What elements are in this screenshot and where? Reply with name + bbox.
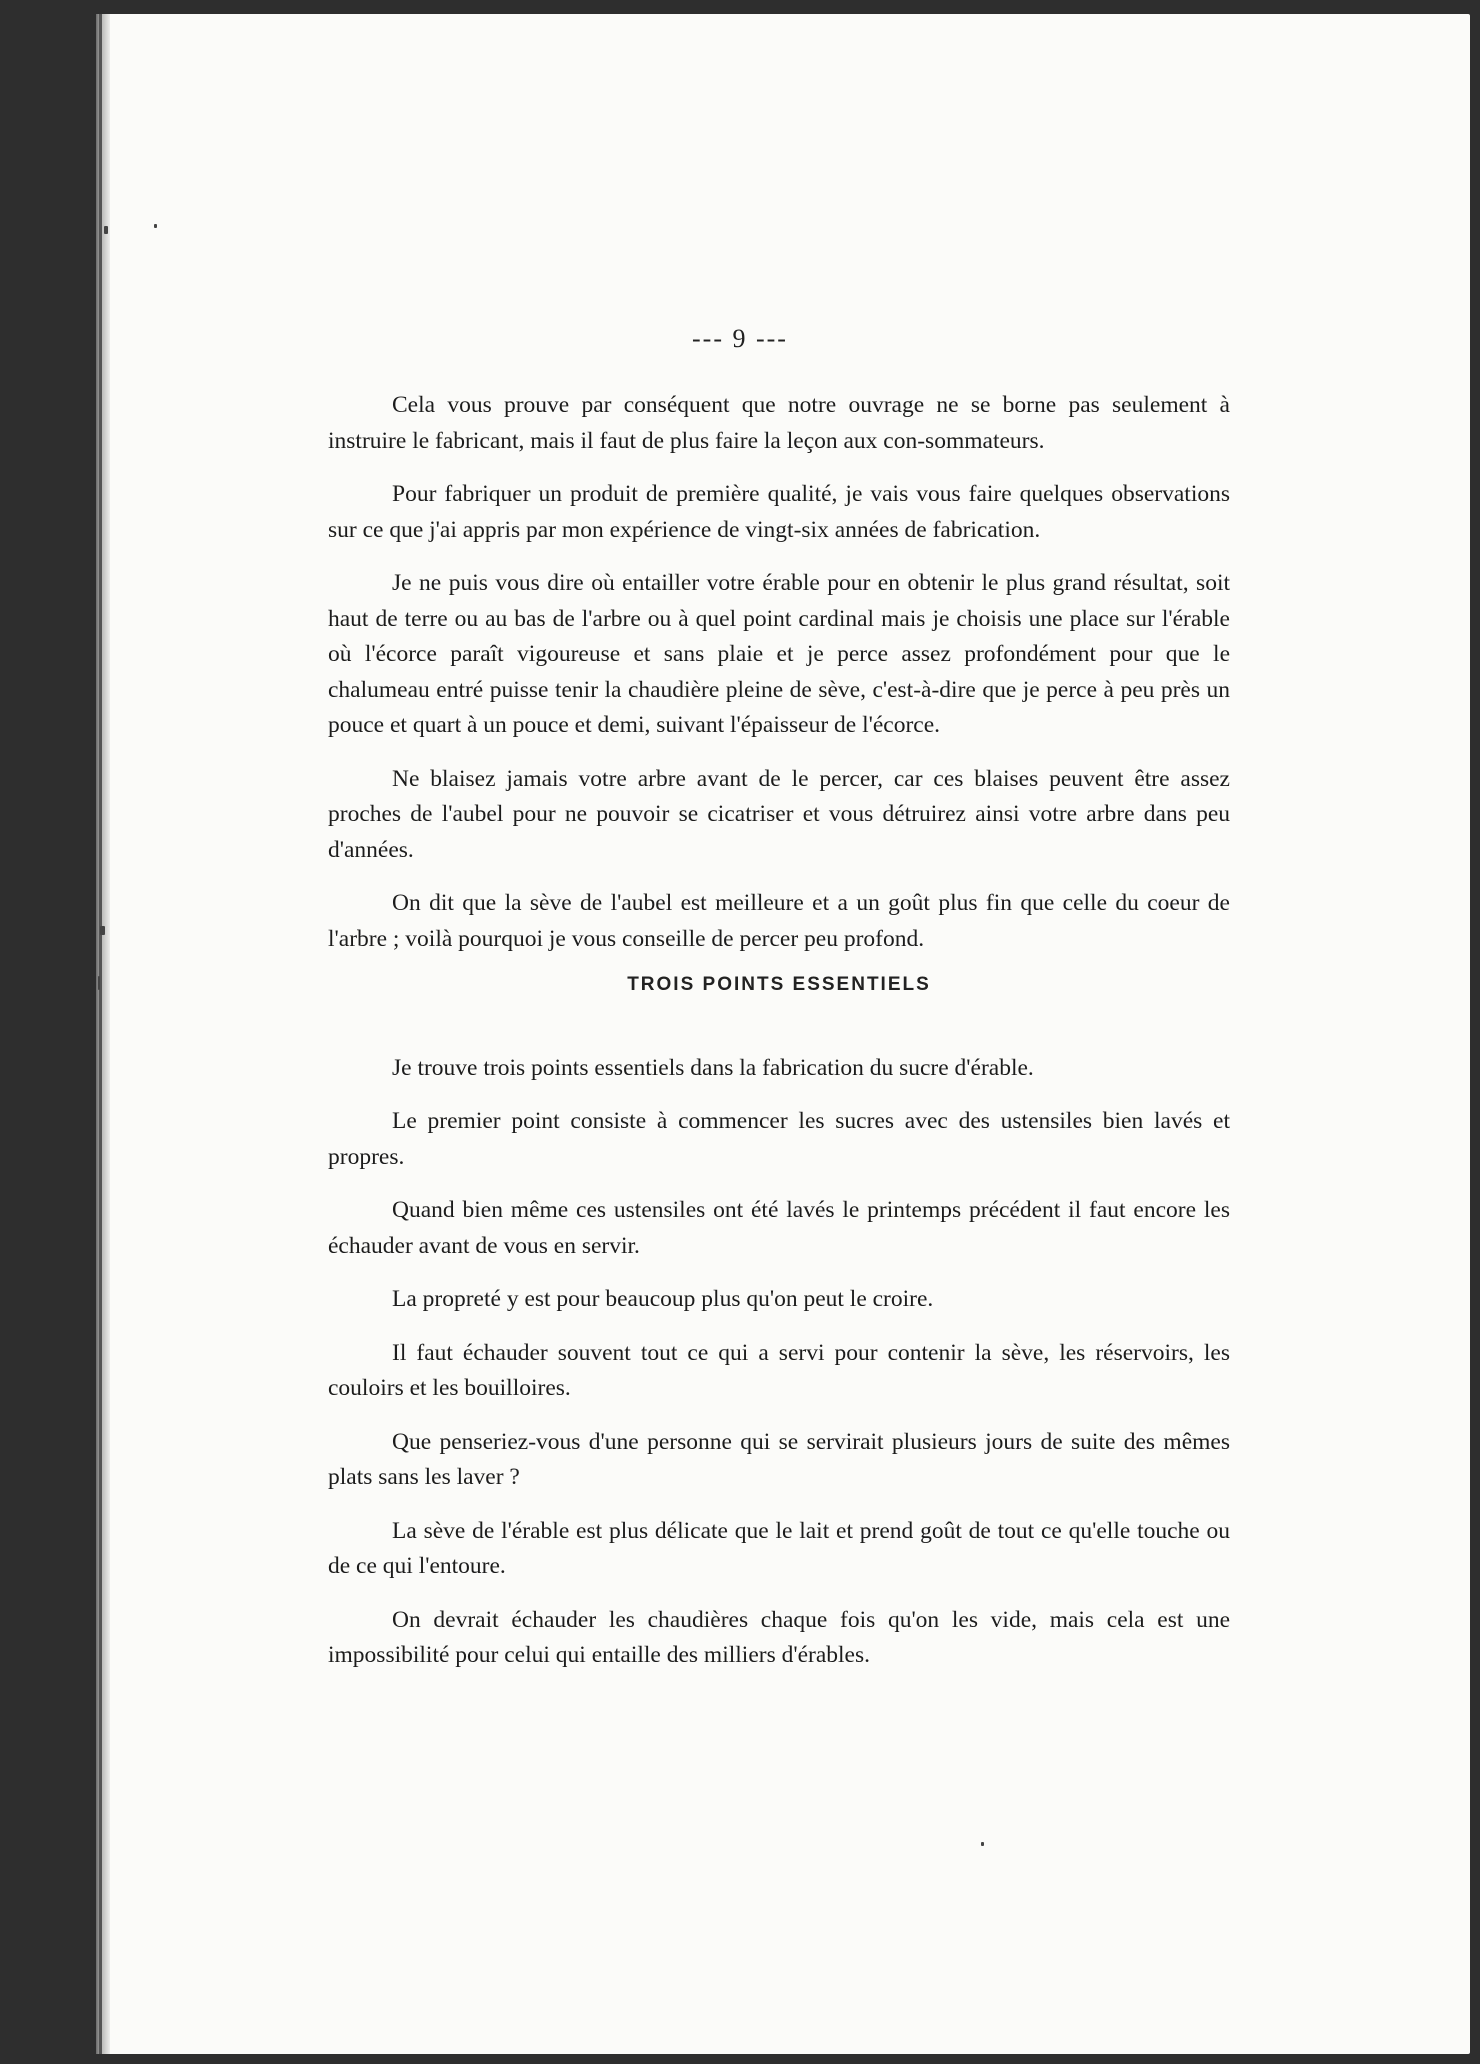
paragraph: Je trouve trois points essentiels dans la fabrication du sucre d'érable. [392,1054,1034,1081]
paragraph: On dit que la sève de l'aubel est meilleure et a un goût plus fin que celle du coeur de l'arbre ; voilà pourquoi je vous conseille de percer peu profond. [328,890,1230,952]
paragraph: On devrait échauder les chaudières chaque fois qu'on les vide, mais cela est une impossibilité pour celui qui entaille des milliers d'érables. [328,1606,1230,1668]
paragraph: Cela vous prouve par conséquent que notre ouvrage ne se borne pas seulement à instruire le fabricant, mais il faut de plus faire la leçon aux con-sommateurs. [328,392,1230,454]
scan-speck [104,226,108,234]
page-number: --- 9 --- [692,324,788,353]
paragraph: Je ne puis vous dire où entailler votre érable pour en obtenir le plus grand résultat, soit haut de terre ou au bas de l'arbre ou à quel point cardinal mais je choisis une place sur l'érable où l'écorce paraît vigoureuse et sans plaie et je perce assez profondément pour que le chalumeau entré puisse tenir la chaudière pleine de sève, c'est-à-dire que je perce à peu près un pouce et quart à un pouce et demi, suivant l'épaisseur de l'écorce. [328,570,1230,738]
scan-speck [100,926,105,935]
scan-speck [154,224,157,228]
paragraph: Ne blaisez jamais votre arbre avant de le percer, car ces blaises peuvent être assez proches de l'aubel pour ne pouvoir se cicatriser et vous détruirez ainsi votre arbre dans peu d'années. [328,765,1230,863]
binding-edge-line [99,14,102,2054]
body-text [328,388,1230,1692]
paragraph: Pour fabriquer un produit de première qualité, je vais vous faire quelques observations sur ce que j'ai appris par mon expérience de vingt-six années de fabrication. [328,481,1230,543]
scan-speck [981,1842,984,1846]
section-heading: TROIS POINTS ESSENTIELS [627,974,931,995]
paragraph: La sève de l'érable est plus délicate que le lait et prend goût de tout ce qu'elle touche ou de ce qui l'entoure. [328,1517,1230,1579]
paragraph: Quand bien même ces ustensiles ont été lavés le printemps précédent il faut encore les échauder avant de vous en servir. [328,1197,1230,1259]
scan-speck [98,976,100,990]
paragraph: Le premier point consiste à commencer les sucres avec des ustensiles bien lavés et propres. [328,1108,1230,1170]
paragraph: Il faut échauder souvent tout ce qui a servi pour contenir la sève, les réservoirs, les couloirs et les bouilloires. [328,1339,1230,1401]
paragraph: La propreté y est pour beaucoup plus qu'on peut le croire. [392,1286,934,1312]
paragraph: Que penseriez-vous d'une personne qui se servirait plusieurs jours de suite des mêmes plats sans les laver ? [328,1428,1230,1490]
